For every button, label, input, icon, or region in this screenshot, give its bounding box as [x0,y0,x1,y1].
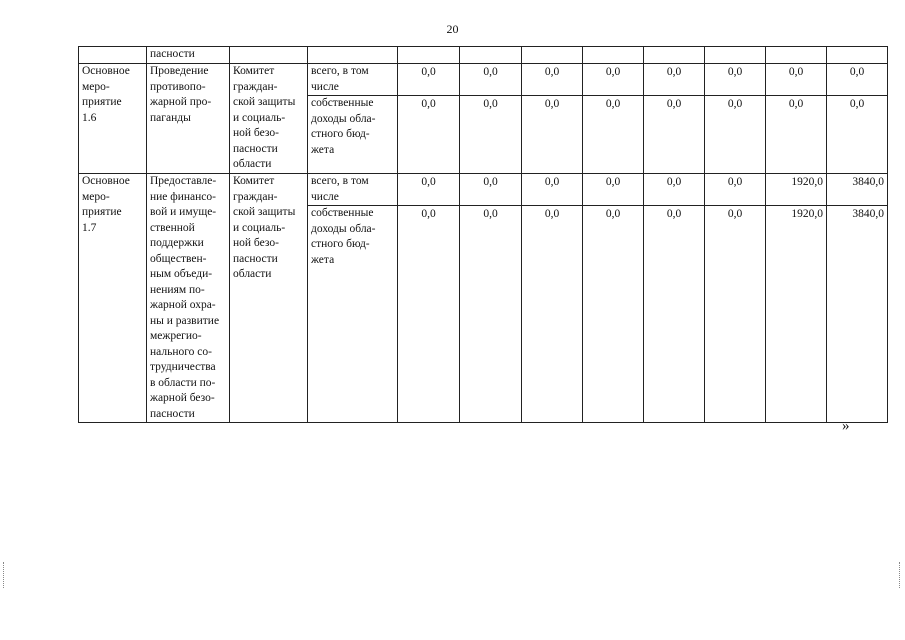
value-cell: 0,0 [583,174,644,206]
value-cell: 0,0 [522,64,583,96]
value-cell: 0,0 [644,206,705,423]
value-cell: 0,0 [522,96,583,174]
cell [644,47,705,64]
measure-name: Проведение противопо- жарной про- паганды [147,64,230,174]
value-cell: 0,0 [705,174,766,206]
program-table [78,46,888,423]
value-cell: 0,0 [705,96,766,174]
value-cell: 0,0 [644,96,705,174]
cell [398,47,460,64]
table-row [79,64,888,96]
value-cell: 1920,0 [766,206,827,423]
value-cell: 0,0 [460,206,522,423]
value-cell: 0,0 [398,174,460,206]
funding-own-label: собственные доходы обла- стного бюд- жета [308,96,398,174]
scan-edge-mark [3,562,6,588]
cell [230,47,308,64]
value-cell: 0,0 [705,64,766,96]
funding-total-label: всего, в том числе [308,174,398,206]
value-cell: 0,0 [827,64,888,96]
cell [522,47,583,64]
value-cell: 3840,0 [827,206,888,423]
funding-total-label: всего, в том числе [308,64,398,96]
value-cell: 0,0 [398,206,460,423]
cell [460,47,522,64]
value-cell: 0,0 [705,206,766,423]
value-cell: 0,0 [644,64,705,96]
continuation-text: пасности [147,47,230,64]
value-cell: 0,0 [766,96,827,174]
funding-own-label: собственные доходы обла- стного бюд- жета [308,206,398,423]
value-cell: 0,0 [583,206,644,423]
cell [79,47,147,64]
value-cell: 0,0 [398,96,460,174]
cell [308,47,398,64]
value-cell: 0,0 [583,96,644,174]
value-cell: 3840,0 [827,174,888,206]
value-cell: 0,0 [460,64,522,96]
executor: Комитет граждан- ской защиты и социаль- ной безо- пасности области [230,64,308,174]
measure-name: Предоставле- ние финансо- вой и имуще- ственной поддержки обществен- ным объеди- нениям по- жарной охра- ны и развитие межрегио- нального со- трудничества в области по- жарной безо- пасности [147,174,230,423]
value-cell: 0,0 [522,174,583,206]
scan-edge-mark [899,562,902,588]
value-cell: 0,0 [583,64,644,96]
value-cell: 1920,0 [766,174,827,206]
value-cell: 0,0 [460,174,522,206]
value-cell: 0,0 [398,64,460,96]
cell [705,47,766,64]
value-cell: 0,0 [766,64,827,96]
measure-number: Основное меро- приятие 1.6 [79,64,147,174]
page-number: 20 [446,22,459,36]
measure-number: Основное меро- приятие 1.7 [79,174,147,423]
table-row [79,174,888,206]
value-cell: 0,0 [827,96,888,174]
cell [583,47,644,64]
cell [766,47,827,64]
value-cell: 0,0 [644,174,705,206]
value-cell: 0,0 [522,206,583,423]
cell [827,47,888,64]
executor: Комитет граждан- ской защиты и социаль- ной безо- пасности области [230,174,308,423]
closing-quote: » [842,418,850,434]
value-cell: 0,0 [460,96,522,174]
continuation-row [79,47,888,64]
